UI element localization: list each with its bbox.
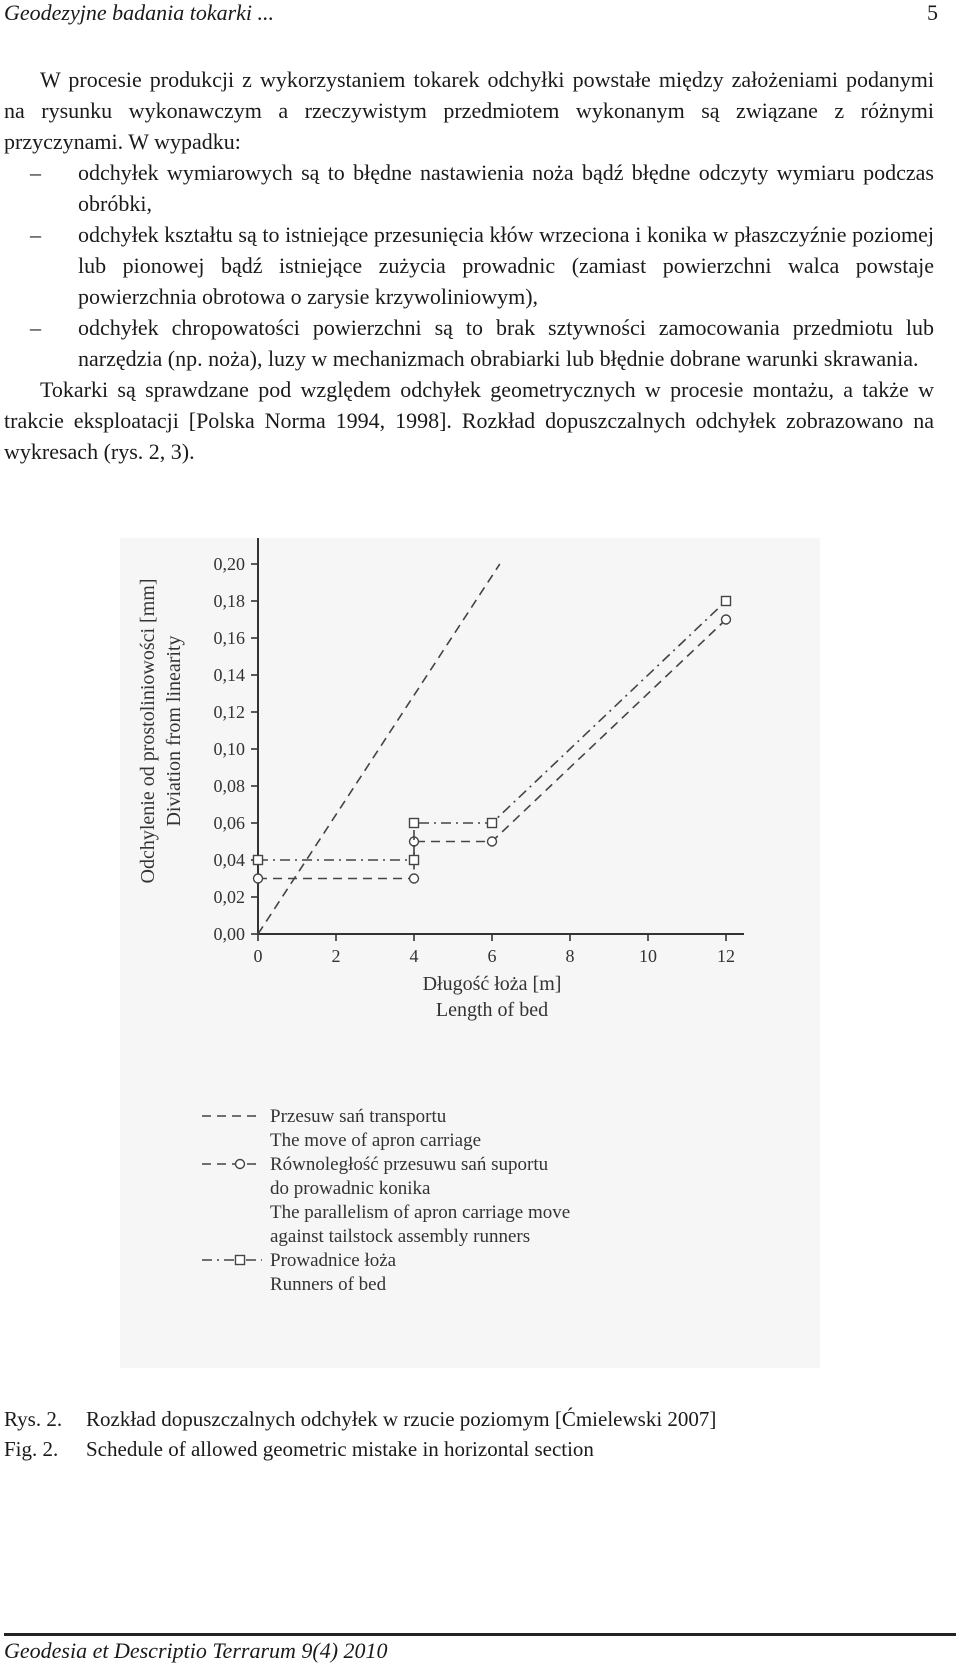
legend-text: Prowadnice łoża xyxy=(270,1250,397,1271)
list-item-text: odchyłek kształtu są to istniejące przesunięcia kłów wrzeciona i konika w płaszczyźnie poziomej lub pionowej bądź istniejące zużycia prowadnic (zamiast powierzchni walca powstaje powierzchnia obrotowa o zarysie krzywoliniowym), xyxy=(78,222,934,309)
legend-text: Runners of bed xyxy=(270,1274,387,1295)
paragraph-2: Tokarki są sprawdzane pod względem odchyłek geometrycznych w procesie montażu, a także w trakcie eksploatacji [Polska Norma 1994, 1998]. Rozkład dopuszczalnych odchyłek zobrazowano na wykresach (rys. 2, 3). xyxy=(4,377,934,464)
series-3-point xyxy=(488,819,497,828)
y-tick-label: 0,18 xyxy=(213,591,245,611)
y-tick-label: 0,20 xyxy=(213,554,245,574)
x-tick-label: 4 xyxy=(409,946,419,966)
y-tick-label: 0,00 xyxy=(213,924,245,944)
x-tick-label: 0 xyxy=(253,946,263,966)
y-tick-label: 0,14 xyxy=(213,665,245,685)
list-dash: – xyxy=(30,315,41,340)
caption-label-pl: Rys. 2. xyxy=(4,1407,63,1431)
series-2-point xyxy=(488,837,497,846)
legend-text: against tailstock assembly runners xyxy=(270,1226,531,1247)
y-tick-label: 0,04 xyxy=(213,850,245,870)
list-item xyxy=(4,219,934,312)
y-tick-label: 0,10 xyxy=(213,739,245,759)
footer-rule xyxy=(4,1633,956,1636)
legend-text: The parallelism of apron carriage move xyxy=(270,1202,571,1223)
body-text xyxy=(4,64,934,467)
y-tick-label: 0,12 xyxy=(213,702,245,722)
legend-text: Przesuw sań transportu xyxy=(270,1106,447,1127)
deviation-chart xyxy=(120,538,820,1368)
legend-marker-2 xyxy=(236,1160,245,1169)
legend-text: The move of apron carriage xyxy=(270,1130,482,1151)
y-tick-label: 0,08 xyxy=(213,776,245,796)
y-axis-label-en: Diviation from linearity xyxy=(163,635,185,827)
series-3-point xyxy=(410,819,419,828)
list-item xyxy=(4,312,934,374)
list-item-text: odchyłek chropowatości powierzchni są to brak sztywności zamocowania przedmiotu lub narzędzia (np. noża), luzy w mechanizmach obrabiarki lub błędnie dobrane warunki skrawania. xyxy=(78,315,934,371)
list-dash: – xyxy=(30,160,41,185)
y-tick-label: 0,02 xyxy=(213,887,245,907)
caption-text-en: Schedule of allowed geometric mistake in horizontal section xyxy=(86,1437,594,1461)
x-axis-label-pl: Długość łoża [m] xyxy=(422,973,562,995)
list-dash: – xyxy=(30,222,41,247)
series-2-point xyxy=(722,615,731,624)
x-tick-label: 2 xyxy=(331,946,341,966)
series-2-point xyxy=(410,874,419,883)
page-number: 5 xyxy=(927,0,938,25)
paragraph-1: W procesie produkcji z wykorzystaniem tokarek odchyłki powstałe między założeniami podanymi na rysunku wykonawczym a rzeczywistym przedmiotem wykonanym są związane z różnymi przyczynami. W wypadku: xyxy=(4,67,934,154)
running-title: Geodezyjne badania tokarki ... xyxy=(4,0,275,25)
x-tick-label: 12 xyxy=(717,946,735,966)
caption-text-pl: Rozkład dopuszczalnych odchyłek w rzucie poziomym [Ćmielewski 2007] xyxy=(86,1407,717,1431)
series-3-point xyxy=(722,597,731,606)
list-item xyxy=(4,157,934,219)
x-tick-label: 8 xyxy=(565,946,575,966)
y-tick-label: 0,06 xyxy=(213,813,245,833)
x-tick-label: 6 xyxy=(487,946,497,966)
y-tick-label: 0,16 xyxy=(213,628,245,648)
series-3-point xyxy=(410,856,419,865)
legend-text: do prowadnic konika xyxy=(270,1178,431,1199)
x-tick-label: 10 xyxy=(639,946,657,966)
legend-marker-3 xyxy=(236,1256,245,1265)
running-header xyxy=(4,0,938,30)
y-axis-label-pl: Odchylenie od prostoliniowości [mm] xyxy=(137,578,159,884)
series-2-point xyxy=(254,874,263,883)
running-footer: Geodesia et Descriptio Terrarum 9(4) 2010 xyxy=(4,1638,388,1663)
figure-chart xyxy=(120,538,820,1368)
list-item-text: odchyłek wymiarowych są to błędne nastawienia noża bądź błędne odczyty wymiaru podczas obróbki, xyxy=(78,160,934,216)
caption-label-en: Fig. 2. xyxy=(4,1437,59,1461)
series-3-point xyxy=(254,856,263,865)
x-axis-label-en: Length of bed xyxy=(435,999,549,1021)
legend-text: Równoległość przesuwu sań suportu xyxy=(270,1154,549,1175)
